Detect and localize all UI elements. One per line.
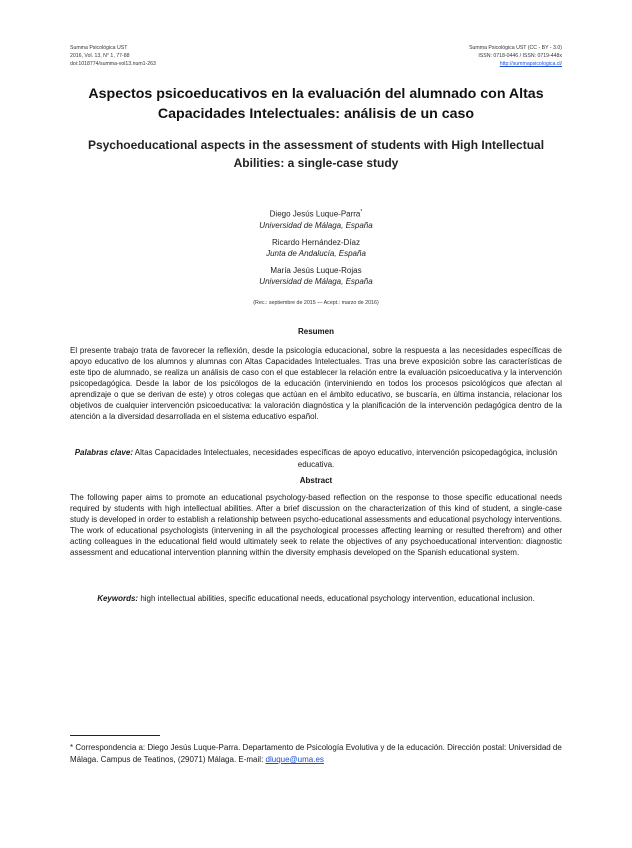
title-spanish: Aspectos psicoeducativos en la evaluación del alumnado con Altas Capacidades Intelectuales: análisis de un caso: [88, 86, 544, 122]
journal-volume: 2016, Vol. 13, N° 1, 77-88: [70, 53, 130, 59]
email-link[interactable]: dluque@uma.es: [265, 755, 324, 764]
footnote-divider: [70, 735, 160, 736]
author-1: [70, 207, 562, 231]
correspondence-mark: *: [360, 209, 363, 215]
journal-header-left: [70, 44, 156, 68]
author-2: [70, 237, 562, 259]
author-affiliation: Universidad de Málaga, España: [259, 220, 373, 230]
author-name: Ricardo Hernández-Díaz: [271, 237, 361, 247]
keywords-label: Keywords:: [97, 594, 139, 603]
author-3: [70, 265, 562, 287]
palabras-clave: [70, 447, 562, 470]
author-name: Diego Jesús Luque-Parra: [269, 209, 361, 219]
keywords-text: high intellectual abilities, specific educational needs, educational psychology intervention, educational inclusion.: [140, 594, 535, 603]
abstract-heading: Abstract: [299, 476, 333, 485]
correspondence-footnote: [70, 742, 562, 766]
author-name: María Jesús Luque-Rojas: [270, 265, 362, 275]
received-accepted-dates: (Rec.: septiembre de 2015 — Acept.: marzo de 2016): [253, 300, 379, 306]
resumen-text: El presente trabajo trata de favorecer la reflexión, desde la psicología educacional, sobre la respuesta a las necesidades específicas de apoyo educativo de los alumnos y alumnas con Altas Capacidades Intelectuales. Tras una breve exposición sobre las características de este tipo de alumnado, se realiza un análisis de caso con el que establecer la relación entre la evaluación psicoeducativa y la intervención psicopedagógica. Desde la labor de los psicólogos de la educación (interviniendo en todos los procesos psicológicos que afectan al aprendizaje o que se derivan de este) y otros colegas que actúan en el ámbito educativo, se buscaría, en última instancia, relacionar los objetivos de cualquier intervención psicoeducativa: la valoración diagnóstica y la planificación de la intervención pedagógica dentro de la atención a la diversidad desarrollada en el sistema educativo español.: [70, 346, 562, 421]
license: Summa Psicológica UST (CC - BY - 3.0): [469, 45, 562, 51]
keywords: [70, 593, 562, 605]
journal-header-right: [469, 44, 562, 68]
author-affiliation: Junta de Andalucía, España: [266, 248, 366, 258]
journal-link[interactable]: http://summapsicologica.cl/: [499, 61, 562, 67]
keywords-label: Palabras clave:: [74, 448, 133, 457]
author-block: [70, 207, 562, 293]
title-english: Psychoeducational aspects in the assessment of students with High Intellectual Abilities: a single-case study: [87, 138, 545, 170]
author-affiliation: Universidad de Málaga, España: [259, 276, 373, 286]
resumen-heading: Resumen: [297, 327, 334, 336]
journal-name: Summa Psicológica UST: [70, 45, 128, 51]
footnote-text: * Correspondencia a: Diego Jesús Luque-Parra. Departamento de Psicología Evolutiva y de la educación. Dirección postal: Universidad de Málaga. Campus de Teatinos, (29071) Málaga. E-mail:: [70, 743, 562, 764]
abstract-text: The following paper aims to promote an educational psychology-based reflection on the response to those specific educational needs required by students with high intellectual abilities. After a brief discussion on the characterization of this kind of student, a single-case study is developed in order to establish a relationship between psycho-educational assessments and educational psychology interventions. The work of educational psychologists (intervening in all the psychological processes affecting learning or resulted therefrom) and other acting colleagues in the educational field would ultimately seek to relate the objectives of any psychoeducational intervention: diagnostic assessment and educational intervention planning within the diversity emphasis developed on the Spanish educational system.: [70, 493, 562, 557]
doi: doi:1018774/summa-vol13.num1-263: [70, 61, 156, 67]
keywords-text: Altas Capacidades Intelectuales, necesidades específicas de apoyo educativo, intervención psicopedagógica, inclusión educativa.: [134, 448, 558, 469]
issn: ISSN: 0718-0446 / ISSN: 0719-448x: [478, 53, 562, 59]
